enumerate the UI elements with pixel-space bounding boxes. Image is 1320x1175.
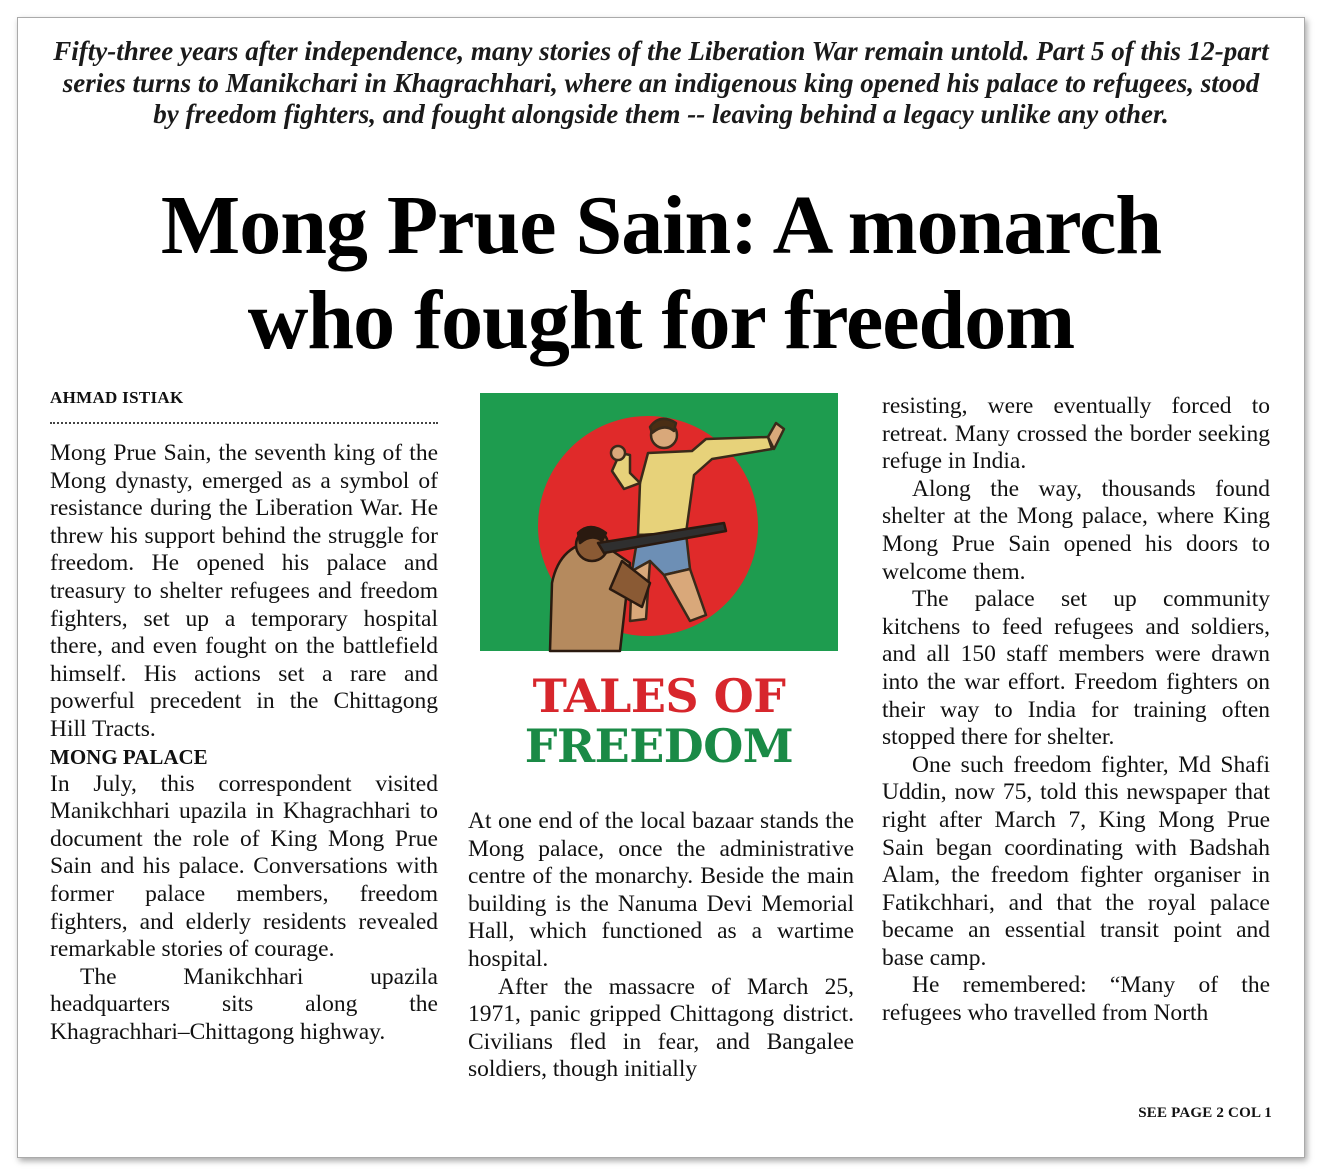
column-3-paragraph-2: Along the way, thousands found shelter at the Mong palace, where King Mong Prue Sain opened his doors to welcome them.: [882, 475, 1270, 585]
logo-line-freedom: FREEDOM: [524, 719, 794, 773]
column-3-paragraph-3: The palace set up community kitchens to feed refugees and soldiers, and all 150 staff members were drawn into the war effort. Freedom fighters on their way to India for training often stopped there for shelter.: [882, 586, 1270, 751]
column-2-paragraph-1: At one end of the local bazaar stands the Mong palace, once the administrative centre of the monarchy. Beside the main building is the Nanuma Devi Memorial Hall, which functioned as a wartime hospital.: [468, 808, 854, 972]
logo-line-tales-of: TALES OF: [532, 669, 786, 723]
column-3-paragraph-4: One such freedom fighter, Md Shafi Uddin, now 75, told this newspaper that right after March 7, King Mong Prue Sain began coordinating with Badshah Alam, the freedom fighter organiser in Fatikchhari, and that the royal palace became an essential transit point and base camp.: [882, 751, 1270, 971]
column-3-paragraph-1: resisting, were eventually forced to retreat. Many crossed the border seeking refuge in India.: [882, 393, 1270, 475]
headline-line-2: who fought for freedom: [247, 274, 1075, 367]
article-headline: [38, 178, 1284, 368]
continuation-jump-line: SEE PAGE 2 COL 1: [1138, 1105, 1272, 1121]
subhead-mong-palace: MONG PALACE: [50, 744, 208, 769]
column-2-paragraph-2: After the massacre of March 25, 1971, panic gripped Chittagong district. Civilians fled in fear, and Bangalee soldiers, though initially: [468, 973, 854, 1083]
column-1-paragraph-3: The Manikchhari upazila headquarters sits along the Khagrachhari–Chittagong highway.: [50, 963, 438, 1045]
column-1-paragraph-1: Mong Prue Sain, the seventh king of the Mong dynasty, emerged as a symbol of resistance during the Liberation War. He threw his support behind the struggle for freedom. He opened his palace and treasury to shelter refugees and freedom fighters, set up a temporary hospital there, and even fought on the battlefield himself. His actions set a rare and powerful precedent in the Chittagong Hill Tracts.: [50, 440, 438, 742]
flag-illustration: [480, 393, 838, 653]
byline: AHMAD ISTIAK: [50, 388, 438, 424]
column-1: [50, 440, 438, 1046]
tales-of-freedom-illustration: [480, 393, 838, 793]
column-2: [468, 808, 854, 1084]
headline-line-1: Mong Prue Sain: A monarch: [160, 179, 1162, 272]
column-3-paragraph-5: He remembered: “Many of the refugees who travelled from North: [882, 972, 1270, 1027]
article-clipping: [17, 17, 1305, 1158]
column-3: [882, 393, 1270, 1028]
tales-of-freedom-logo: [480, 671, 838, 771]
column-1-paragraph-2: In July, this correspondent visited Manikchhari upazila in Khagrachhari to document the role of King Mong Prue Sain and his palace. Conversations with former palace members, freedom fighters, and elderly residents revealed remarkable stories of courage.: [50, 770, 438, 963]
article-deck: Fifty-three years after independence, many stories of the Liberation War remain untold. Part 5 of this 12-part series turns to Manikchari in Khagrachhari, where an indigenous king opened his palace to refugees, stood by freedom fighters, and fought alongside them -- leaving behind a legacy unlike any other.: [53, 36, 1269, 129]
